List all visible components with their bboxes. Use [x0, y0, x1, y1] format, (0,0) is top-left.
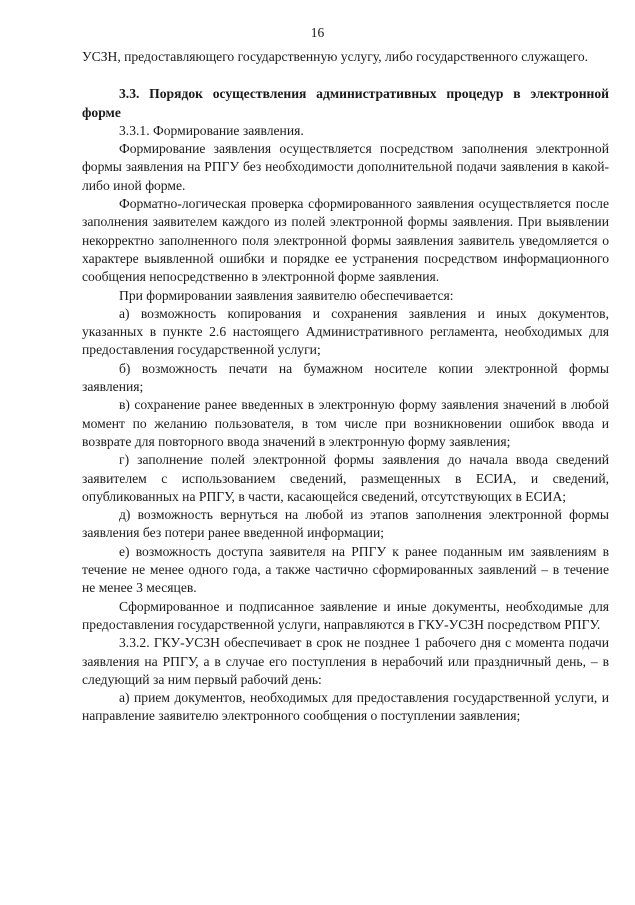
page-number: 16 [310, 25, 325, 40]
list-item: е) возможность доступа заявителя на РПГУ к ранее поданным им заявлениям в течение не менее одного года, а также частично сформированных заявлений – в течение не менее 3 месяцев. [82, 543, 609, 596]
list-item: б) возможность печати на бумажном носителе копии электронной формы заявления; [82, 360, 609, 395]
paragraph: 3.3.2. ГКУ-УСЗН обеспечивает в срок не позднее 1 рабочего дня с момента подачи заявления на РПГУ, а в случае его поступления в нерабочий или праздничный день, – в следующий за ним первый рабочий день: [82, 635, 609, 687]
paragraph: При формировании заявления заявителю обеспечивается: [119, 287, 454, 303]
document-body [82, 48, 609, 726]
list-item: а) прием документов, необходимых для предоставления государственной услуги, и направление заявителю электронного сообщения о поступлении заявления; [82, 690, 609, 724]
paragraph: Форматно-логическая проверка сформированного заявления осуществляется после заполнения заявителем каждого из полей электронной формы заявления. При выявлении некорректно заполненного поля электронной формы заявления заявитель уведомляется о характере выявленной ошибки и порядке ее устранения посредством информационного сообщения непосредственно в электронной форме заявления. [82, 196, 609, 285]
paragraph-continuation: УСЗН, предоставляющего государственную услугу, либо государственного служащего. [82, 49, 589, 64]
subsection-title: 3.3.1. Формирование заявления. [119, 122, 304, 138]
paragraph: Формирование заявления осуществляется посредством заполнения электронной формы заявления на РПГУ без необходимости дополнительной подачи заявления в какой-либо иной форме. [82, 141, 609, 193]
list-item: в) сохранение ранее введенных в электронную форму заявления значений в любой момент по желанию пользователя, в том числе при возникновении ошибок ввода и возврате для повторного ввода значений в электронную форму заявления; [82, 397, 609, 449]
list-item: а) возможность копирования и сохранения заявления и иных документов, указанных в пункте 2.6 настоящего Административного регламента, необходимых для предоставления государственной услуги; [82, 305, 609, 358]
section-heading: 3.3. Порядок осуществления административных процедур в электронной форме [82, 86, 609, 120]
list-item: д) возможность вернуться на любой из этапов заполнения электронной формы заявления без потери ранее введенной информации; [82, 507, 609, 541]
paragraph: Сформированное и подписанное заявление и иные документы, необходимые для предоставления государственной услуги, направляются в ГКУ-УСЗН посредством РПГУ. [82, 598, 609, 632]
list-item: г) заполнение полей электронной формы заявления до начала ввода сведений заявителем с использованием сведений, размещенных в ЕСИА, и сведений, опубликованных на РПГУ, в части, касающейся сведений, отсутствующих в ЕСИА; [82, 452, 609, 504]
